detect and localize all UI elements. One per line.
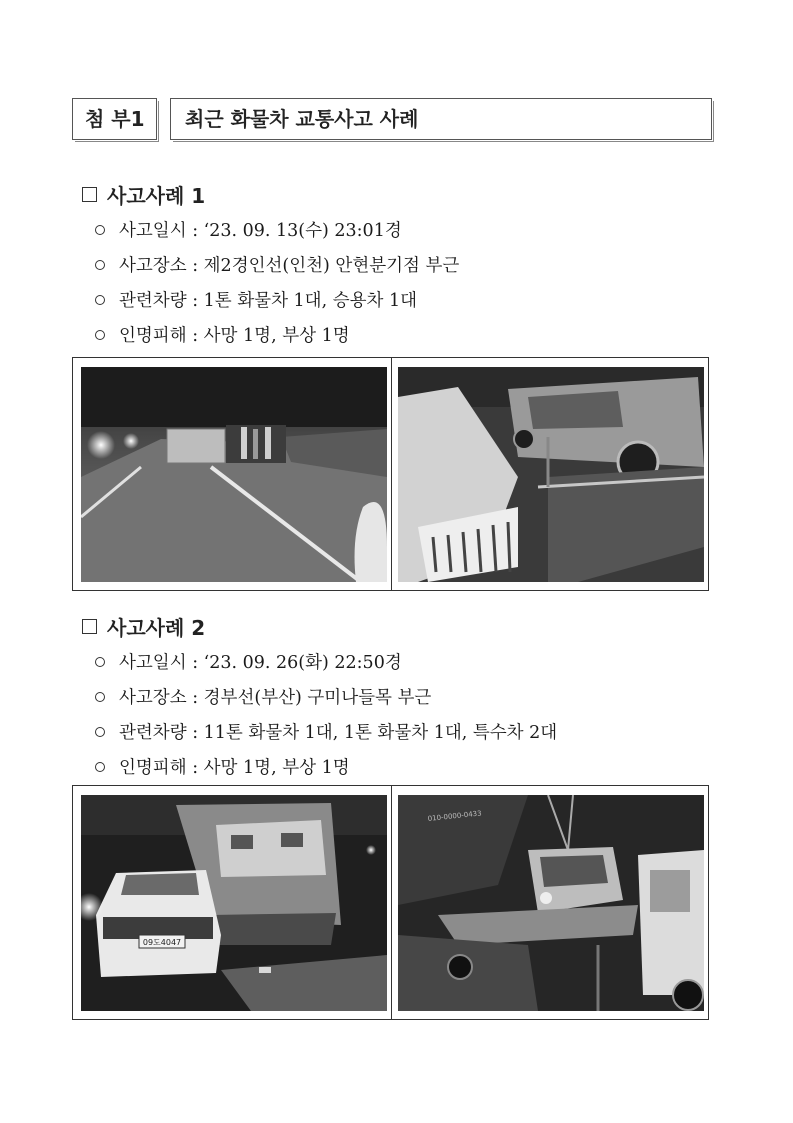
circle-bullet-icon: [95, 330, 105, 340]
license-plate-text: 09도4047: [142, 938, 182, 947]
case-2-date-value: ‘23. 09. 26(화) 22:50경: [203, 653, 402, 673]
label-separator: :: [186, 291, 204, 311]
case-2-vehicles: [95, 721, 557, 745]
case-2-photo-tow-truck: [398, 795, 704, 1011]
photo-divider: [391, 358, 392, 590]
square-bullet-icon: [82, 619, 97, 634]
case-1-photo-crushed-truck: [398, 367, 704, 582]
case-1-vehicles-value: 1톤 화물차 1대, 승용차 1대: [203, 291, 418, 311]
case-1-casualties: [95, 324, 350, 348]
case-1-photo-frame: [72, 357, 709, 591]
label-separator: :: [186, 221, 204, 241]
square-bullet-icon: [82, 187, 97, 202]
case-1-casualties-label: 인명피해: [119, 326, 187, 346]
case-1-location: [95, 254, 459, 278]
label-separator: :: [186, 723, 204, 743]
case-1-location-value: 제2경인선(인천) 안현분기점 부근: [203, 256, 460, 276]
case-1-casualties-value: 사망 1명, 부상 1명: [203, 326, 350, 346]
case-1-photo-overturned-truck: [81, 367, 387, 582]
label-separator: :: [186, 653, 204, 673]
case-2-location-label: 사고장소: [119, 688, 187, 708]
case-1-location-label: 사고장소: [119, 256, 187, 276]
label-separator: :: [186, 256, 204, 276]
case-1-vehicles: [95, 289, 417, 313]
photo-divider: [391, 786, 392, 1019]
case-2-date-label: 사고일시: [119, 653, 187, 673]
circle-bullet-icon: [95, 295, 105, 305]
attachment-label-box: [72, 98, 157, 140]
label-separator: :: [186, 326, 204, 346]
case-2-location-value: 경부선(부산) 구미나들목 부근: [203, 688, 432, 708]
document-title: 최근 화물차 교통사고 사례: [185, 107, 419, 131]
case-2-photo-frame: [72, 785, 709, 1020]
circle-bullet-icon: [95, 657, 105, 667]
label-separator: :: [186, 688, 204, 708]
label-separator: :: [186, 758, 204, 778]
case-2-casualties: [95, 756, 350, 780]
case-2-heading-text: 사고사례 2: [107, 616, 206, 640]
circle-bullet-icon: [95, 260, 105, 270]
case-2-vehicles-label: 관련차량: [119, 723, 187, 743]
document-title-box: [170, 98, 712, 140]
case-2-photo-patrol-car: [81, 795, 387, 1011]
case-2-location: [95, 686, 431, 710]
circle-bullet-icon: [95, 225, 105, 235]
case-2-date: [95, 651, 402, 675]
case-2-heading: [82, 612, 205, 641]
circle-bullet-icon: [95, 692, 105, 702]
case-1-heading: [82, 180, 205, 209]
case-1-date-value: ‘23. 09. 13(수) 23:01경: [203, 221, 402, 241]
case-2-vehicles-value: 11톤 화물차 1대, 1톤 화물차 1대, 특수차 2대: [203, 723, 558, 743]
tow-phone-text: 010-0000-0433: [427, 809, 482, 823]
case-1-vehicles-label: 관련차량: [119, 291, 187, 311]
case-1-date: [95, 219, 402, 243]
case-2-casualties-label: 인명피해: [119, 758, 187, 778]
attachment-label: 첨 부1: [85, 107, 145, 131]
case-1-heading-text: 사고사례 1: [107, 184, 206, 208]
case-1-date-label: 사고일시: [119, 221, 187, 241]
circle-bullet-icon: [95, 762, 105, 772]
circle-bullet-icon: [95, 727, 105, 737]
case-2-casualties-value: 사망 1명, 부상 1명: [203, 758, 350, 778]
